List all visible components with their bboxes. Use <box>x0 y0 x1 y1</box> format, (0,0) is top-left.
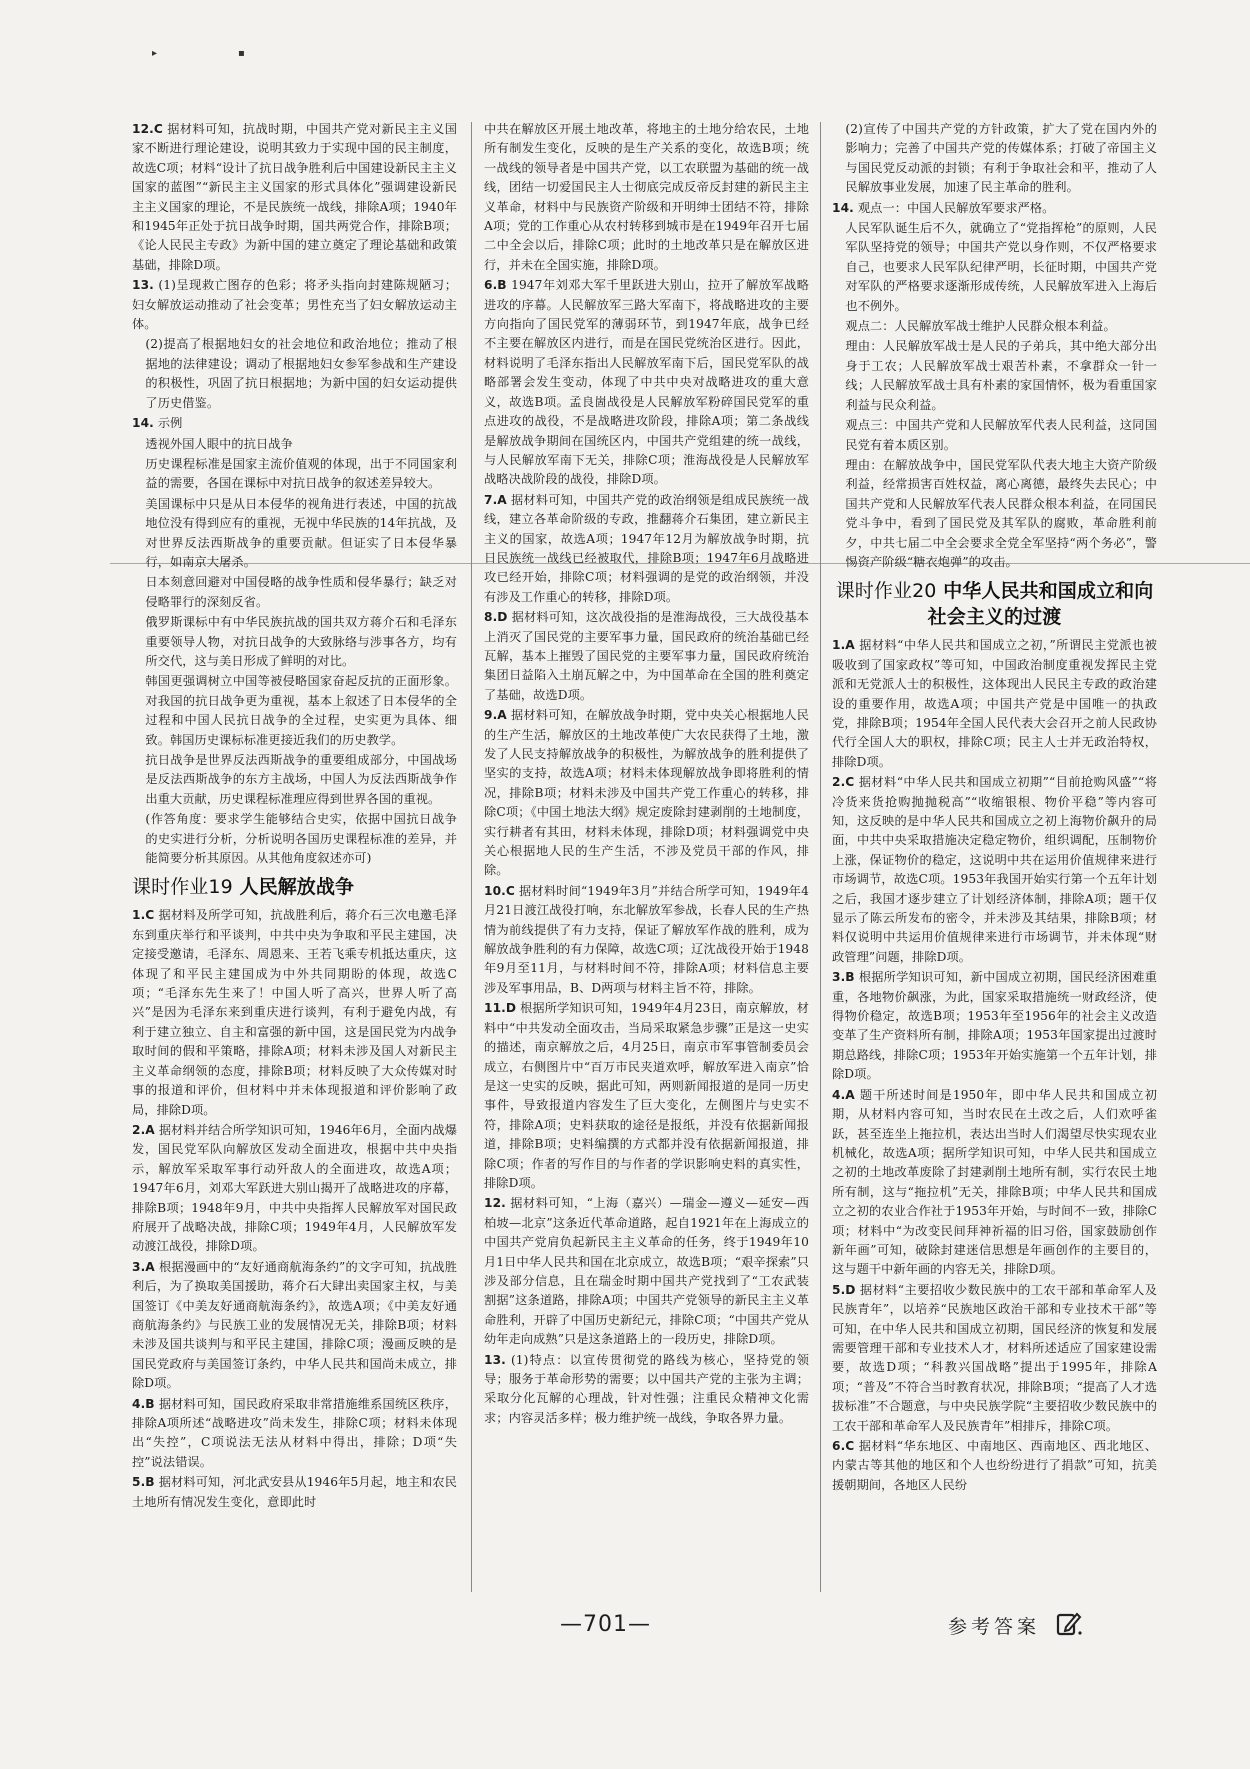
answer-text: 根据漫画中的“友好通商航海条约”的文字可知，抗战胜利后，为了换取美国援助，蒋介石大肆出卖国家主权，与美国签订《中美友好通商航海条约》，故选A项；《中美友好通商航海条约》与民族工业的发展情况无关，排除B项；材料未涉及国共谈判与和平民主建国，排除C项；漫画反映的是国民党政府与美国签订条约，中华人民共和国尚未成立，排除D项。 <box>132 1259 457 1391</box>
answer-number: 6.B <box>484 278 507 293</box>
answer-text: 1947年刘邓大军千里跃进大别山，拉开了解放军战略进攻的序幕。人民解放军三路大军南下，将战略进攻的主要方向指向了国民党军的薄弱环节，到1947年底，战争已经不主要在解放区内进行，而是在国民党统治区进行。因此，材料说明了毛泽东指出人民解放军南下后，国民党军队的战略部署会发生变动，体现了中共中央对战略进攻的重大意义，故选B项。孟良崮战役是人民解放军粉碎国民党军的重点进攻的战役，不是战略进攻阶段，排除A项；第二条战线是解放战争期间在国统区内，中国共产党组建的统一战线，与人民解放军南下无关，排除C项；淮海战役是人民解放军战略决战阶段的战役，排除D项。 <box>484 278 809 487</box>
answer-paragraph: 观点三：中国共产党和人民解放军代表人民利益，这同国民党有着本质区别。 <box>845 418 1157 452</box>
answer-paragraph: 历史课程标准是国家主流价值观的体现，出于不同国家利益的需要，各国在课标中对抗日战争的叙述差异较大。 <box>145 456 457 491</box>
answer-text: 据材料可知，国民政府采取非常措施维系国统区秩序，排除A项所述“战略进攻”尚未发生，排除C项；材料未体现出“失控”，C项说法无法从材料中得出，排除；D项“失控”说法错误。 <box>132 1396 457 1469</box>
corner-mark-2: ▪ <box>238 48 245 59</box>
answer-text: 据材料可知，河北武安县从1946年5月起，地主和农民土地所有情况发生变化，意即此时 <box>132 1475 457 1509</box>
answer-paragraph: (2)宣传了中国共产党的方针政策，扩大了党在国内外的影响力；完善了中国共产党的传媒体系；打破了帝国主义与国民党反动派的封锁；有利于争取社会和平，推动了人民解放事业发展，加速了民主革命的胜利。 <box>845 122 1157 195</box>
answer-item <box>832 968 1157 1084</box>
answer-item <box>832 199 1157 218</box>
answer-item <box>484 1194 809 1349</box>
answer-text: 题干所述时间是1950年，即中华人民共和国成立初期，从材料内容可知，当时农民在土改之后，人们欢呼雀跃，甚至连坐上拖拉机，表达出当时人们渴望尽快实现农业机械化，故选A项；据所学知识可知，中华人民共和国成立之初的土地改革废除了封建剥削土地所有制，实行农民土地所有制，这与“拖拉机”无关，排除B项；中华人民共和国成立之初的农业合作社于1953年开始，与时间不一致，排除C项；材料中“为改变民间拜神祈福的旧习俗，国家鼓励创作新年画”可知，破除封建迷信思想是年画创作的主要目的，这与题干中新年画的内容无关，排除D项。 <box>832 1087 1157 1277</box>
answer-number: 6.C <box>832 1439 855 1453</box>
answer-item <box>132 414 457 433</box>
answer-text: 据材料“主要招收少数民族中的工农干部和革命军人及民族青年”，以培养“民族地区政治干部和专业技术干部”等可知，在中华人民共和国成立初期，国民经济的恢复和发展需要管理干部和专业技术人才，材料所述适应了国家建设需要，故选D项；“科教兴国战略”提出于1995年，排除A项；“普及”不符合当时教育状况，排除B项；“提高了人才选拔标准”不合题意，与中央民族学院“主要招收少数民族中的工农干部和革命军人及民族青年”相排斥，排除C项。 <box>832 1282 1157 1433</box>
section-heading: 人民解放战争 <box>239 876 355 899</box>
answer-number: 13. <box>484 1352 506 1367</box>
answer-text: 据材料“中华人民共和国成立之初，”所谓民主党派也被吸收到了国家政权”等可知，中国政治制度重视发挥民主党派和无党派人士的积极性，这体现出人民民主专政的政治建设的重要作用，故选A项；中国共产党是中国唯一的执政党，排除B项；1954年全国人民代表大会召开之前人民政协代行全国人大的职权，排除C项；民主人士并无政治特权，排除D项。 <box>832 638 1157 769</box>
answer-item <box>132 1258 457 1394</box>
answer-item <box>484 882 809 998</box>
answer-item <box>484 608 809 705</box>
section-number: 课时作业20 <box>835 580 937 603</box>
answer-paragraph: 美国课标中只是从日本侵华的视角进行表述，中国的抗战地位没有得到应有的重视，无视中华民族的14年抗战，及对世界反法西斯战争的重要贡献。但证实了日本侵华暴行，如南京大屠杀。 <box>145 496 457 569</box>
answer-paragraph: 日本刻意回避对中国侵略的战争性质和侵华暴行；缺乏对侵略罪行的深刻反省。 <box>145 575 457 609</box>
answer-number: 5.B <box>132 1475 155 1490</box>
answer-text: 观点一：中国人民解放军要求严格。 <box>857 200 1055 215</box>
answer-text: 据材料时间“1949年3月”并结合所学可知，1949年4月21日渡江战役打响，东北解放军参战，长春人民的生产热情为前线提供了有力支持，保证了解放军作战的胜利，成为解放战争胜利的有力保障，故选C项；辽沈战役开始于1948年9月至11月，与材料时间不符，排除A项；材料信息主要涉及军事用品，B、D两项与材料主旨不符，排除。 <box>484 883 809 995</box>
answer-text: (1)呈现救亡图存的色彩；将矛头指向封建陈规陋习；妇女解放运动推动了社会变革；男性充当了妇女解放运动主体。 <box>132 278 457 332</box>
answer-paragraph: 人民军队诞生后不久，就确立了“党指挥枪”的原则，人民军队坚持党的领导；中国共产党以身作则，不仅严格要求自己，也要求人民军队纪律严明，长征时期，中国共产党对军队的严格要求逐渐形成传统，人民解放军进入上海后也不例外。 <box>845 221 1157 313</box>
answer-number: 5.D <box>832 1282 856 1297</box>
answer-text: 据材料及所学可知，抗战胜利后，蒋介石三次电邀毛泽东到重庆举行和平谈判，中共中央为争取和平民主建国，决定接受邀请，毛泽东、周恩来、王若飞乘专机抵达重庆，这体现了和平民主建国成为中外共同期盼的体现，故选C项；“毛泽东先生来了！中国人听了高兴，世界人听了高兴”是因为毛泽东来到重庆进行谈判，有利于避免内战，有利于建立独立、自主和富强的新中国，这是国民党为内战争取时间的假和平策略，排除A项；材料未涉及国人对新民主主义革命纲领的态度，排除B项；材料反映了大众传媒对时事的报道和评价，但材料中并未体现报道和评价影响了政局，排除D项。 <box>132 908 457 1117</box>
answer-item <box>132 276 457 334</box>
answer-number: 14. <box>832 200 854 215</box>
answer-paragraph: 理由：人民解放军战士是人民的子弟兵，其中绝大部分出身于工农；人民解放军战士艰苦朴素，不拿群众一针一线；人民解放军战士具有朴素的家国情怀，极为看重国家利益与民众利益。 <box>845 339 1157 412</box>
answer-paragraph: (2)提高了根据地妇女的社会地位和政治地位；推动了根据地的法律建设；调动了根据地妇女参军参战和生产建设的积极性，巩固了抗日根据地；为新中国的妇女运动提供了历史借鉴。 <box>145 337 457 410</box>
answer-item <box>484 276 809 489</box>
answer-item <box>484 706 809 881</box>
column-divider-left <box>471 122 472 1592</box>
answer-number: 12. <box>484 1196 506 1211</box>
pen-note-icon <box>1056 1611 1082 1637</box>
answer-number: 9.A <box>484 708 507 723</box>
answer-item <box>484 1351 809 1429</box>
answer-item <box>832 1437 1157 1495</box>
column-left <box>132 120 457 1513</box>
answer-paragraph: 理由：在解放战争中，国民党军队代表大地主大资产阶级利益，经常损害百姓权益，离心离德，最终失去民心；中国共产党和人民解放军代表人民群众根本利益，在同国民党斗争中，看到了国民党及其军队的腐败，革命胜利前夕，中共七届二中全会要求全党全军坚持“两个务必”，警惕资产阶级“糖衣炮弹”的攻击。 <box>845 457 1157 569</box>
answer-paragraph: 俄罗斯课标中有中华民族抗战的国共双方蒋介石和毛泽东重要领导人物，对抗日战争的大致脉络与涉事各方，均有所交代，这与美日形成了鲜明的对比。 <box>145 615 457 668</box>
section-title <box>132 874 457 900</box>
answer-continuation: 中共在解放区开展土地改革，将地主的土地分给农民，土地所有制发生变化，反映的是生产关系的变化，故选B项；统一战线的领导者是中国共产党，以工农联盟为基础的统一战线，团结一切爱国民主人士彻底完成反帝反封建的新民主主义革命，材料中与民族资产阶级和开明绅士团结不符，排除A项；党的工作重心从农村转移到城市是在1949年召开七届二中全会以后，排除C项；此时的土地改革只是在解放区进行，并未在全国实施，排除D项。 <box>484 122 809 272</box>
page-number: —701— <box>560 1612 651 1637</box>
answer-item <box>132 1473 457 1512</box>
answer-paragraph: (作答角度：要求学生能够结合史实，依据中国抗日战争的史实进行分析，分析说明各国历史课程标准的差异，并能简要分析其原因。从其他角度叙述亦可) <box>145 812 457 866</box>
answer-item <box>132 906 457 1119</box>
answer-item <box>132 1121 457 1257</box>
answer-text: 示例 <box>157 416 183 431</box>
section-heading: 中华人民共和国成立和向社会主义的过渡 <box>927 580 1154 629</box>
answer-paragraph: 观点二：人民解放军战士维护人民群众根本利益。 <box>845 319 1116 334</box>
answer-number: 12.C <box>132 122 163 136</box>
answer-number: 1.C <box>132 908 155 923</box>
answer-text: 据材料可知，抗战时期，中国共产党对新民主主义国家不断进行理论建设，说明其致力于实现中国的民主制度，故选C项；材料“设计了抗日战争胜利后中国建设新民主主义国家的蓝图”“新民主主义国家的形式具体化”强调建设新民主主义国家的理论，不是民族统一战线，排除A项；1940年和1945年正处于抗日战争时期，国共两党合作，排除B项；《论人民民主专政》为新中国的建立奠定了理论基础和政策基础，排除D项。 <box>132 122 457 272</box>
answer-paragraph: 抗日战争是世界反法西斯战争的重要组成部分，中国战场是反法西斯战争的东方主战场，中国人为反法西斯战争作出重大贡献，历史课程标准理应得到世界各国的重视。 <box>145 753 457 806</box>
answer-item <box>832 1281 1157 1436</box>
answer-text: (1)特点：以宣传贯彻党的路线为核心，坚持党的领导；服务于革命形势的需要；以中国共产党的主张为主调；采取分化瓦解的心理战，针对性强；注重民众精神文化需求；内容灵活多样；极力维护统一战线，争取各界力量。 <box>484 1352 809 1425</box>
answer-item <box>484 999 809 1193</box>
answer-number: 11.D <box>484 1001 517 1016</box>
answer-text: 据材料并结合所学知识可知，1946年6月，全面内战爆发，国民党军队向解放区发动全面进攻，根据中共中央指示，解放军采取军事行动歼敌人的全面进攻，故选A项；1947年6月，刘邓大军跃进大别山揭开了战略进攻的序幕，排除B项；1948年9月，中共中央指挥人民解放军对国民政府展开了战略决战，排除C项；1949年4月，人民解放军发动渡江战役，排除D项。 <box>132 1122 457 1254</box>
answer-item <box>832 773 1157 967</box>
answer-text: 据材料可知，在解放战争时期，党中央关心根据地人民的生产生活，解放区的土地改革使广大农民获得了土地，激发了人民支持解放战争的积极性，为解放战争的胜利提供了坚实的支持，故选A项；材料未体现解放战争即将胜利的情况，排除B项；材料未涉及中国共产党工作重心的转移，排除C项；《中国土地法大纲》规定废除封建剥削的土地制度，实行耕者有其田，材料未体现，排除D项；材料强调党中央关心根据地人民的生产生活，不涉及党员干部的作风，排除。 <box>484 708 809 878</box>
answer-item <box>832 1086 1157 1280</box>
answer-number: 3.B <box>832 970 855 985</box>
answer-number: 1.A <box>832 638 855 653</box>
answer-text: 据材料可知，中国共产党的政治纲领是组成民族统一战线，建立各革命阶级的专政，推翻蒋介石集团，建立新民主主义的国家，故选A项；1947年12月为解放战争时期，抗日民族统一战线已经被取代，排除B项；1947年6月战略进攻已经开始，排除C项；材料强调的是党的政治纲领，并没有涉及工作重心的转移，排除D项。 <box>484 492 809 604</box>
answer-number: 2.C <box>832 775 855 790</box>
column-middle <box>484 120 809 1429</box>
answer-paragraph: 透视外国人眼中的抗日战争 <box>145 436 293 451</box>
answer-number: 3.A <box>132 1259 155 1274</box>
answer-text: 据材料可知，这次战役指的是淮海战役，三大战役基本上消灭了国民党的主要军事力量，国民政府的统治基础已经瓦解，基本上摧毁了国民党的主要军事力量，国民政府统治集团日益陷入土崩瓦解之中，为中国革命在全国的胜利奠定了基础，故选D项。 <box>484 610 809 702</box>
section-number: 课时作业19 <box>132 876 233 899</box>
answer-item <box>484 491 809 607</box>
answer-text: 根据所学知识可知，新中国成立初期，国民经济困难重重，各地物价飙涨，为此，国家采取措施统一财政经济，使得物价稳定，故选B项；1953年至1956年的社会主义改造变革了生产资料所有制，排除A项；1953年国家提出过渡时期总路线，排除C项；1953年开始实施第一个五年计划，排除D项。 <box>832 970 1157 1082</box>
answer-number: 2.A <box>132 1122 155 1137</box>
answer-number: 7.A <box>484 492 507 507</box>
answer-text: 据材料“中华人民共和国成立初期”“目前抢购风盛”“将冷货来货抢购抛抛税高”“收缩银根、物价平稳”等内容可知，这反映的是中华人民共和国成立之初上海物价飙升的局面，中共中央采取措施决定稳定物价，组织调配，压制物价上涨，保证物价的稳定，这说明中共在运用价值规律来进行市场调节，故选C项。1953年我国开始实行第一个五年计划之后，我国才逐步建立了计划经济体制，排除A项；题干仅显示了陈云所发布的密令，并未涉及其结果，排除B项；材料仅说明中共运用价值规律来进行市场调节，并未体现“财政管理”问题，排除D项。 <box>832 775 1157 964</box>
corner-mark-1: ▸ <box>152 48 158 59</box>
answer-number: 14. <box>132 416 154 431</box>
answer-number: 10.C <box>484 883 515 898</box>
answer-item <box>832 636 1157 772</box>
answer-number: 13. <box>132 278 154 293</box>
answer-text: 据材料“华东地区、中南地区、西南地区、西北地区、内蒙古等其他的地区和个人也纷纷进行了捐款”可知，抗美援朝期间，各地区人民纷 <box>832 1439 1157 1492</box>
answer-number: 4.A <box>832 1087 855 1102</box>
answer-text: 根据所学知识可知，1949年4月23日，南京解放，材料中“中共发动全面攻击，当局采取紧急步骤”正是这一史实的描述，南京解放之后，4月25日，南京市军事管制委员会成立，右侧图片中“百万市民夹道欢呼，解放军进入南京”恰是这一史实的反映，据此可知，两则新闻报道的是同一历史事件，导致报道内容发生了巨大变化，左侧图片与史实不符，排除A项；史料获取的途径是报纸，并没有依据新闻报道，排除B项；史料编撰的方式都并没有依据新闻报道，排除C项；作者的写作目的与作者的学识影响史料的真实性，排除D项。 <box>484 1001 809 1190</box>
answer-paragraph: 韩国更强调树立中国等被侵略国家奋起反抗的正面形象。对我国的抗日战争更为重视，基本上叙述了日本侵华的全过程和中国人民抗日战争的全过程，史实更为具体、细致。韩国历史课标标准更接近我们的历史教学。 <box>145 674 457 747</box>
answer-number: 4.B <box>132 1396 155 1411</box>
answer-text: 据材料可知，“上海（嘉兴）—瑞金—遵义—延安—西柏坡—北京”这条近代革命道路，起自1921年在上海成立的中国共产党肩负起新民主主义革命的任务，终于1949年10月1日中华人民共和国在北京成立，故选B项；“艰辛探索”只涉及部分信息，且在瑞金时期中国共产党找到了“工农武装割据”这条道路，排除A项；中国共产党领导的新民主主义革命胜利，开辟了中国历史新纪元，排除C项；“中国共产党从幼年走向成熟”只是这条道路上的一段历史，排除D项。 <box>484 1196 809 1347</box>
answer-number: 8.D <box>484 610 508 625</box>
answer-item <box>132 120 457 275</box>
section-title <box>832 578 1157 630</box>
column-divider-right <box>820 122 821 1592</box>
answer-item <box>132 1395 457 1473</box>
footer-label: 参考答案 <box>948 1616 1041 1638</box>
column-right <box>832 120 1157 1496</box>
